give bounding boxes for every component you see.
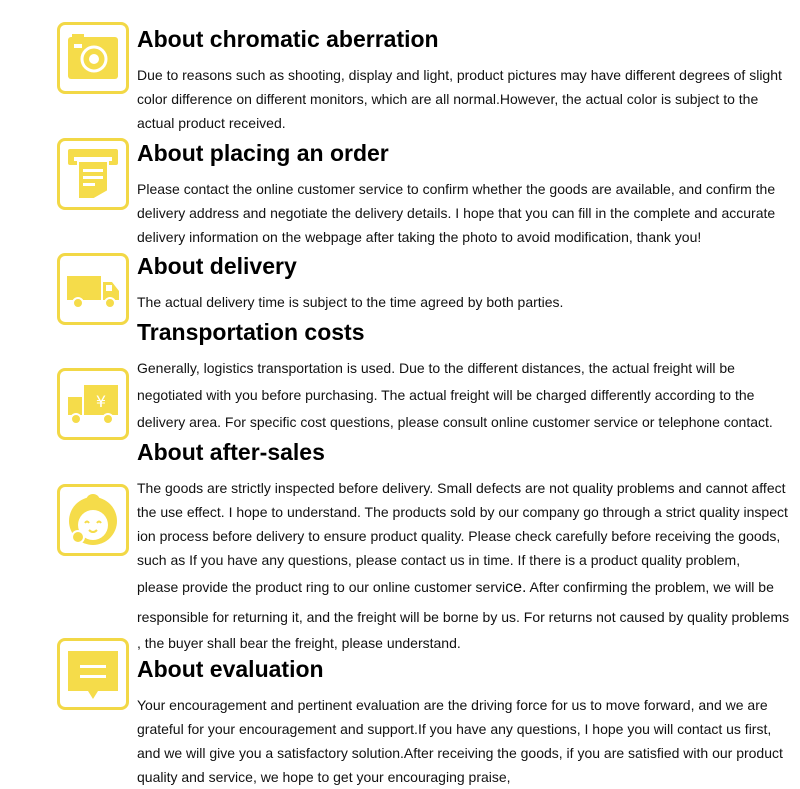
camera-icon bbox=[57, 22, 129, 94]
section-text-order: Please contact the online customer service to confirm whether the goods are available, and confirm the delivery address and negotiate the delivery details. I hope that you can fill in the complete and accurate delivery information on the webpage after taking the photo to avoid modification, thank you! bbox=[137, 181, 776, 245]
yen-truck-icon bbox=[57, 368, 129, 440]
customer-service-girl-icon bbox=[57, 484, 129, 556]
message-icon bbox=[57, 638, 129, 710]
section-text-evaluation: Your encouragement and pertinent evaluation are the driving force for us to move forward, and we are grateful for your encouragement and support.If you have any questions, I hope you will contact us first, and we will give you a satisfactory solution.After receiving the goods, if you are satisfied with our product quality and service, we hope to get your encouraging praise, bbox=[137, 697, 783, 785]
section-text-transport: Generally, logistics transportation is used. Due to the different distances, the actual freight will be negotiated with you before purchasing. The actual freight will be charged dіfferently according to the delivery area. For specific cost questions, please consult online customer service or telephone contact. bbox=[137, 360, 773, 430]
section-title-transport: Transportation costs bbox=[137, 319, 365, 345]
section-text-chromatic: Due to reasons such as shooting, display and light, product pictures may have different degrees of slight color difference on different monitors, which are all normal.However, the actual color is subject to the actual product received. bbox=[137, 67, 782, 131]
printer-order-icon bbox=[57, 138, 129, 210]
section-title-evaluation: About evaluation bbox=[137, 656, 324, 682]
section-text-aftersales: The goods are strictly inspected before delivery. Small defects are not quality problems and cannot affect the use effect. I hope to understand. The products sold by our company go through a strict quality inspect ion process before delivery to ensure product quality. Please check carefully before receiving the goods, such as If you have any questions, please contact us in time. If there is a product quality problem, please provide the product ring to our online customer service. After confirming the problem, we will be responsible for returning it, and the freight will be borne by us. For returns not caused by quality problems , the buyer shall bear the freight, please understand. bbox=[137, 476, 800, 655]
svg-text:¥: ¥ bbox=[95, 392, 107, 411]
section-title-order: About placing an order bbox=[137, 140, 389, 166]
delivery-truck-icon bbox=[57, 253, 129, 325]
after-sales-service-line: please provide the product ring to our online customer service. After confirming the problem, we will be bbox=[137, 579, 774, 596]
section-title-aftersales: About after-sales bbox=[137, 439, 325, 465]
section-title-chromatic: About chromatic aberration bbox=[137, 26, 439, 52]
section-title-delivery: About delivery bbox=[137, 253, 297, 279]
section-text-delivery: The actual delivery time is subject to the time agreed by both parties. bbox=[137, 294, 564, 310]
